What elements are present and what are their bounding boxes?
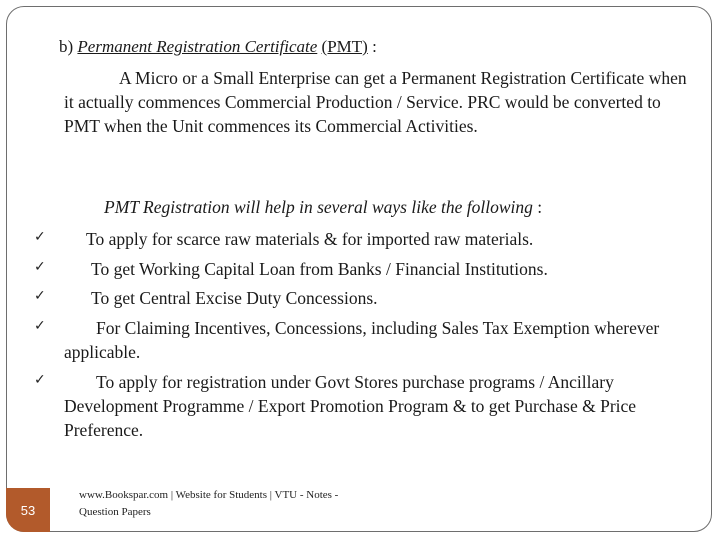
checkmark-icon: ✓ [34, 372, 46, 388]
benefit-item: To apply for registration under Govt Stores purchase programs / Ancillary Development Programme / Export Promotion Program & to get Purchase & Price Preference. [64, 372, 637, 440]
heading-prefix: b) [59, 37, 78, 56]
benefits-intro-suffix: : [532, 197, 543, 217]
section-heading [59, 37, 377, 57]
description-paragraph: A Micro or a Small Enterprise can get a Permanent Registration Certificate when it actually commences Commercial Production / Service. PRC would be converted to PMT when the Unit commences its Commercial Activities. [64, 68, 687, 136]
slide-number: 53 [20, 502, 36, 518]
checkmark-icon: ✓ [34, 259, 46, 275]
heading-title: Permanent Registration Certificate [77, 37, 318, 56]
footer-text: www.Bookspar.com | Website for Students | VTU - Notes - Question Papers [79, 489, 339, 518]
benefit-item: For Claiming Incentives, Concessions, including Sales Tax Exemption wherever applicable. [64, 318, 660, 362]
benefits-intro [104, 197, 542, 218]
checkmark-icon: ✓ [34, 288, 46, 304]
benefit-item: To get Central Excise Duty Concessions. [91, 288, 378, 308]
benefit-item: To get Working Capital Loan from Banks / Financial Institutions. [91, 259, 548, 279]
heading-suffix: : [367, 37, 377, 56]
benefits-intro-text: PMT Registration will help in several ways like the following [104, 197, 533, 217]
heading-abbr: (PMT) [321, 37, 368, 56]
slide-number-badge [6, 488, 50, 532]
benefit-item: To apply for scarce raw materials & for imported raw materials. [86, 229, 534, 249]
checkmark-icon: ✓ [34, 229, 46, 245]
checkmark-icon: ✓ [34, 318, 46, 334]
